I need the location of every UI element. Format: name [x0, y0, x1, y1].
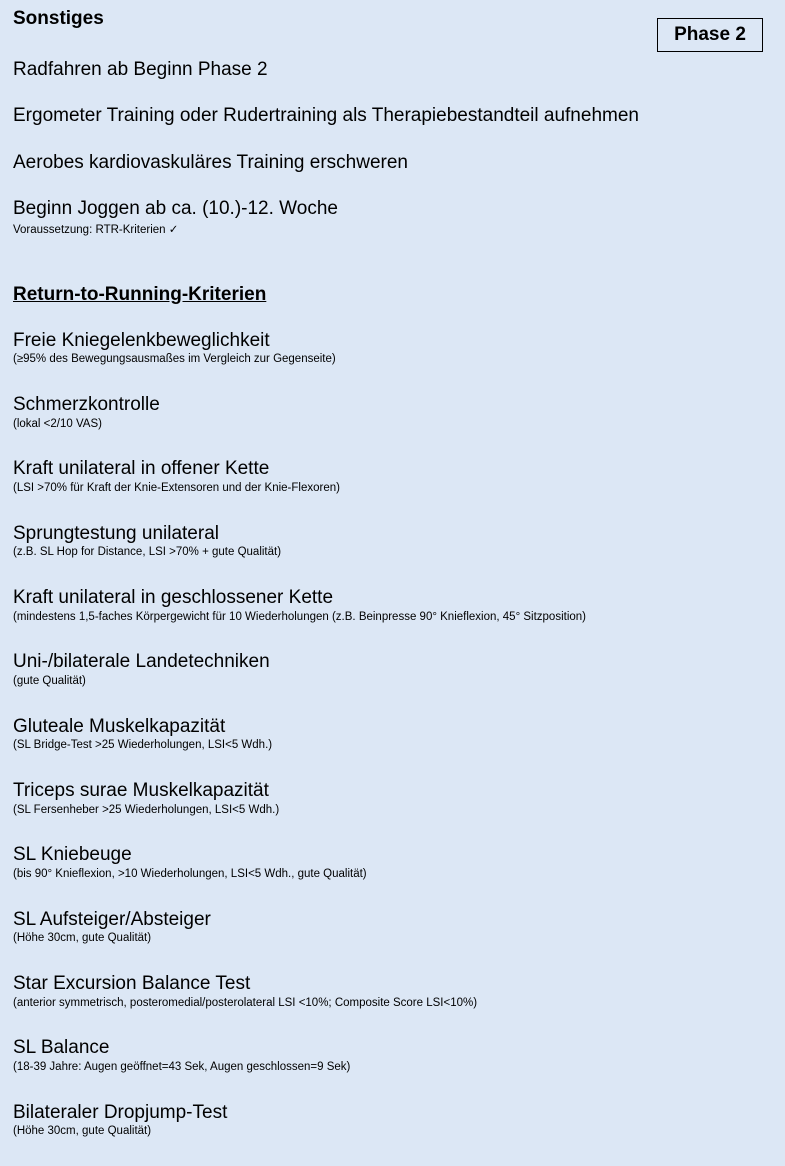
criterion-detail: (bis 90° Knieflexion, >10 Wiederholungen, LSI<5 Wdh., gute Qualität) [13, 868, 367, 880]
criterion-title: Kraft unilateral in geschlossener Kette [13, 587, 334, 608]
criterion-detail: (gute Qualität) [13, 675, 86, 687]
criterion-title: Sprungtestung unilateral [13, 523, 219, 544]
section-title: Sonstiges [13, 8, 104, 29]
rtr-title: Return-to-Running-Kriterien [13, 284, 267, 305]
criterion-title: Kraft unilateral in offener Kette [13, 458, 270, 479]
line-jogging: Beginn Joggen ab ca. (10.)-12. Woche [13, 198, 338, 219]
line-ergometer: Ergometer Training oder Rudertraining als Therapiebestandteil aufnehmen [13, 105, 639, 126]
criterion-detail: (≥95% des Bewegungsausmaßes im Vergleich zur Gegenseite) [13, 353, 336, 365]
line-cycling: Radfahren ab Beginn Phase 2 [13, 59, 268, 80]
criterion-title: Star Excursion Balance Test [13, 973, 251, 994]
phase-badge: Phase 2 [657, 18, 763, 52]
criterion-title: SL Aufsteiger/Absteiger [13, 909, 211, 930]
criterion-title: Triceps surae Muskelkapazität [13, 780, 269, 801]
criterion-detail: (mindestens 1,5-faches Körpergewicht für 10 Wiederholungen (z.B. Beinpresse 90° Knieflexion, 45° Sitzposition) [13, 611, 587, 623]
criterion-detail: (anterior symmetrisch, posteromedial/posterolateral LSI <10%; Composite Score LSI<10%) [13, 997, 478, 1009]
criterion-title: Uni-/bilaterale Landetechniken [13, 651, 270, 672]
line-aerobic: Aerobes kardiovaskuläres Training erschweren [13, 152, 408, 173]
criterion-detail: (18-39 Jahre: Augen geöffnet=43 Sek, Augen geschlossen=9 Sek) [13, 1061, 351, 1073]
criterion-detail: (SL Fersenheber >25 Wiederholungen, LSI<5 Wdh.) [13, 804, 280, 816]
jogging-prerequisite: Voraussetzung: RTR-Kriterien ✓ [13, 224, 179, 236]
criterion-detail: (Höhe 30cm, gute Qualität) [13, 1125, 152, 1137]
criterion-title: Bilateraler Dropjump-Test [13, 1102, 228, 1123]
criterion-detail: (LSI >70% für Kraft der Knie-Extensoren und der Knie-Flexoren) [13, 482, 340, 494]
criterion-title: Gluteale Muskelkapazität [13, 716, 226, 737]
criterion-detail: (Höhe 30cm, gute Qualität) [13, 932, 152, 944]
criterion-detail: (SL Bridge-Test >25 Wiederholungen, LSI<5 Wdh.) [13, 739, 273, 751]
criterion-title: SL Kniebeuge [13, 844, 132, 865]
criterion-title: SL Balance [13, 1037, 110, 1058]
criterion-title: Schmerzkontrolle [13, 394, 160, 415]
criterion-title: Freie Kniegelenkbeweglichkeit [13, 330, 270, 351]
criterion-detail: (z.B. SL Hop for Distance, LSI >70% + gute Qualität) [13, 546, 282, 558]
criterion-detail: (lokal <2/10 VAS) [13, 418, 102, 430]
